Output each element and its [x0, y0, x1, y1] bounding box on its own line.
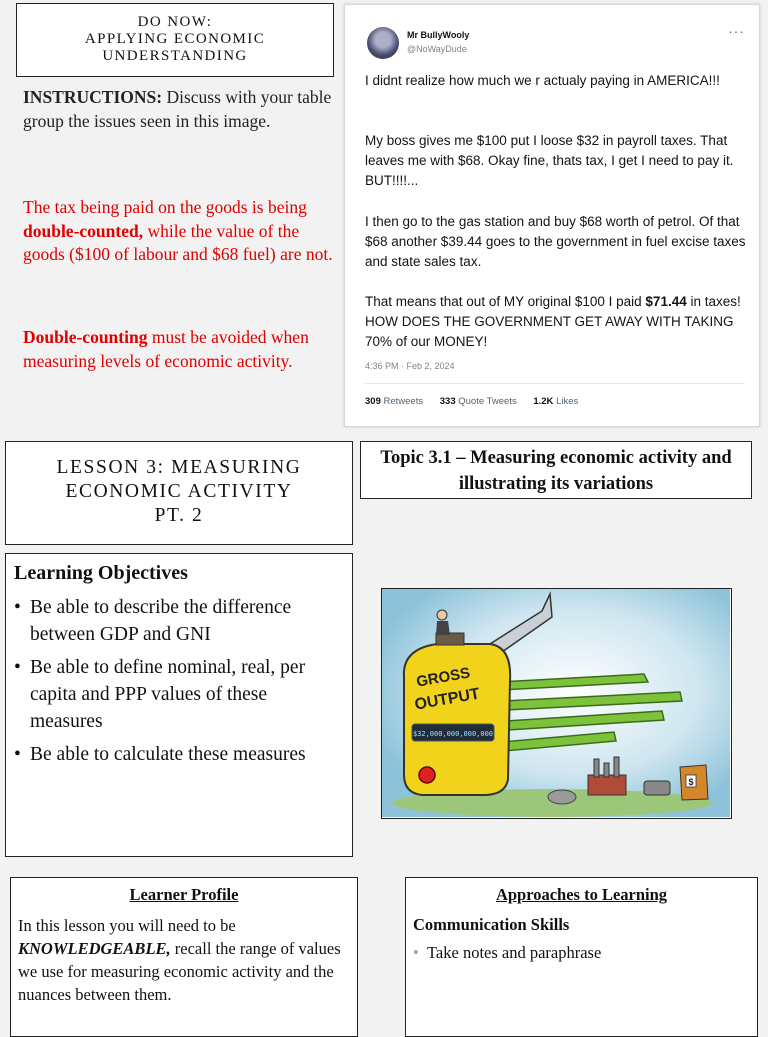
tweet-paragraph-2: My boss gives me $100 put I loose $32 in payroll taxes. That leaves me with $68. Okay fine, thats tax, I get I need to pay it. BUT!!!!... — [365, 133, 734, 188]
note2-bold: Double-counting — [23, 327, 148, 347]
learner-text-after: recall the range of values we use for measuring economic activity and the nuances between them. — [18, 939, 341, 1004]
retweets-label: Retweets — [383, 396, 424, 407]
rock-icon — [548, 790, 576, 804]
objective-text: Be able to define nominal, real, per capita and PPP values of these measures — [30, 657, 306, 732]
lesson-line-3: PT. 2 — [154, 505, 204, 526]
note2-after: must be avoided when measuring levels of economic activity. — [23, 327, 309, 371]
objective-item — [14, 594, 344, 648]
do-now-line-3: UNDERSTANDING — [102, 48, 248, 64]
bullet-icon: • — [14, 744, 21, 765]
objective-text: Be able to describe the difference between GDP and GNI — [30, 597, 292, 645]
instructions-text — [23, 86, 335, 133]
learner-profile-box — [10, 877, 358, 1037]
learning-objectives-title: Learning Objectives — [14, 562, 188, 584]
counter-value: $32,000,000,000,000 — [412, 730, 494, 738]
lesson-line-2: ECONOMIC ACTIVITY — [65, 481, 293, 502]
likes-stat[interactable] — [533, 396, 578, 407]
likes-count: 1.2K — [533, 396, 554, 407]
learner-profile-text — [18, 914, 350, 1006]
instructions-body: Discuss with your table group the issues seen in this image. — [23, 87, 332, 131]
tweet-p4-after: in taxes! HOW DOES THE GOVERNMENT GET AWAY WITH TAKING 70% of our MONEY! — [365, 294, 741, 349]
bullet-icon: • — [14, 597, 21, 618]
double-counted-note — [23, 196, 335, 267]
note1-before: The tax being paid on the goods is being — [23, 197, 307, 217]
learner-profile-title: Learner Profile — [129, 885, 239, 904]
tweet-timestamp[interactable]: 4:36 PM · Feb 2, 2024 — [365, 361, 455, 371]
likes-label: Likes — [556, 396, 579, 407]
do-now-line-2: APPLYING ECONOMIC — [84, 31, 266, 47]
objective-item — [14, 654, 344, 735]
tweet-p4-bold: $71.44 — [645, 294, 687, 309]
retweets-count: 309 — [365, 396, 381, 407]
topic-title: Topic 3.1 – Measuring economic activity and illustrating its variations — [360, 441, 752, 499]
gross-label: GROSS — [415, 664, 472, 691]
learner-text-before: In this lesson you will need to be — [18, 916, 236, 935]
note1-bold: double-counted, — [23, 220, 144, 241]
more-options-icon[interactable]: ··· — [728, 23, 745, 39]
bullet-icon: • — [14, 657, 21, 678]
quote-tweets-count: 333 — [439, 396, 456, 407]
gross-output-illustration — [382, 589, 730, 817]
tweet-stats — [365, 396, 592, 407]
bullet-icon: • — [413, 943, 419, 962]
retweets-stat[interactable] — [365, 396, 423, 407]
tweet-paragraph-4 — [365, 292, 757, 352]
approaches-title: Approaches to Learning — [495, 885, 668, 904]
tweet-author-name[interactable]: Mr BullyWooly — [407, 30, 470, 40]
avoid-double-counting-note — [23, 326, 335, 373]
approaches-to-learning-box — [405, 877, 758, 1037]
tweet-paragraph-1: I didnt realize how much we r actualy paying in AMERICA!!! — [365, 73, 720, 88]
instructions-label: INSTRUCTIONS: — [23, 87, 163, 107]
tweet-author-handle[interactable]: @NoWayDude — [407, 44, 467, 54]
gross-output-cartoon — [381, 588, 732, 819]
do-now-line-1: DO NOW: — [137, 14, 213, 30]
tweet-divider — [365, 383, 745, 384]
tweet-card — [344, 4, 760, 427]
skill-text: Take notes and paraphrase — [427, 943, 602, 962]
shopping-bag-icon — [680, 765, 708, 800]
learner-text-emphasis: KNOWLEDGEABLE, — [18, 939, 171, 958]
quote-tweets-stat[interactable] — [440, 396, 517, 407]
communication-skills-title: Communication Skills — [413, 915, 570, 934]
tweet-p4-before: That means that out of MY original $100 I paid — [365, 294, 646, 309]
quote-tweets-label: Quote Tweets — [458, 396, 517, 407]
lesson-line-1: LESSON 3: MEASURING — [56, 457, 302, 478]
learning-objectives-box — [5, 553, 353, 857]
red-button-icon — [419, 767, 435, 783]
tweet-paragraph-3: I then go to the gas station and buy $68 worth of petrol. Of that $68 another $39.44 goes to the government in fuel excise taxes and state sales tax. — [365, 214, 746, 269]
skill-item — [413, 942, 750, 964]
do-now-title-box — [16, 3, 334, 77]
objective-item — [14, 741, 344, 768]
output-label: OUTPUT — [413, 685, 482, 714]
avatar[interactable] — [367, 27, 399, 59]
price-tag: $ — [688, 777, 694, 787]
objective-text: Be able to calculate these measures — [30, 744, 306, 765]
note1-after: while the value of the goods ($100 of labour and $68 fuel) are not. — [23, 220, 333, 264]
toaster-icon — [644, 781, 670, 795]
lesson-title-box — [5, 441, 353, 545]
